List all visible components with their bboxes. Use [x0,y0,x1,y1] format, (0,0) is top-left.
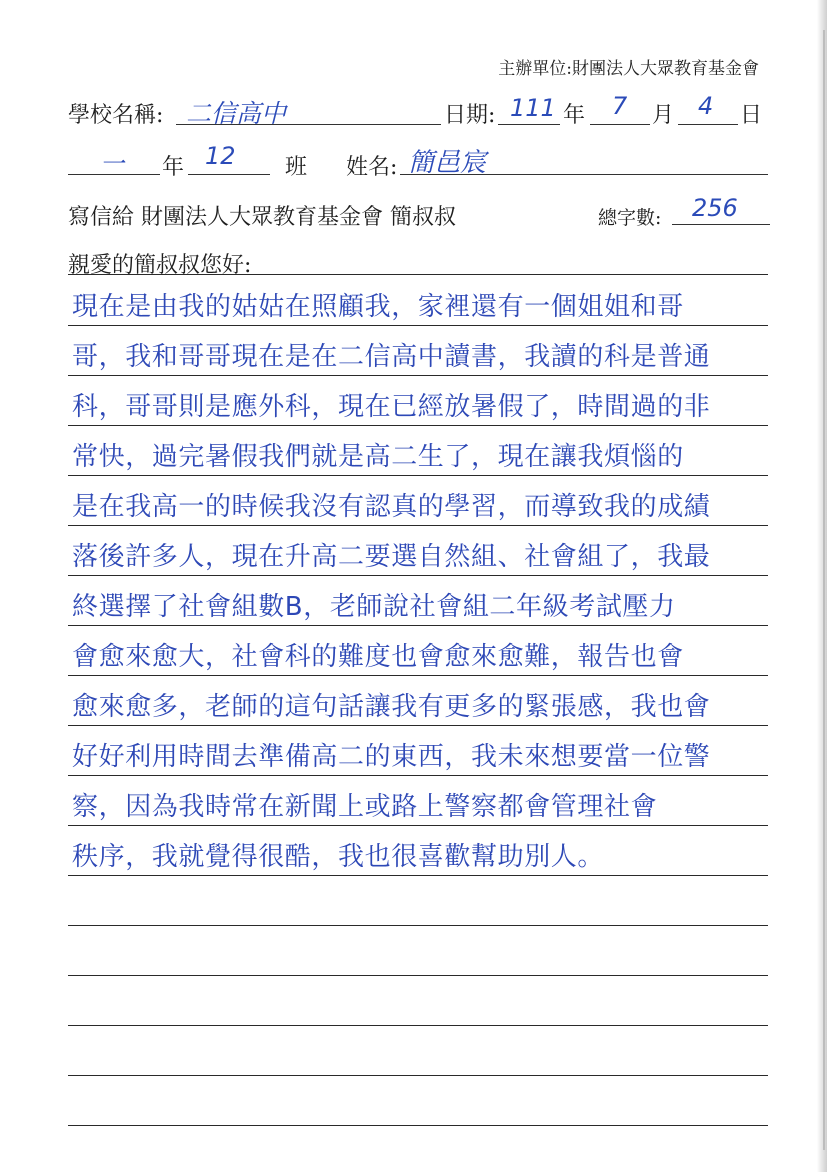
day-underline [678,124,738,125]
year-underline [498,124,560,125]
school-value: 二信高中 [186,99,287,128]
year-value: 111 [510,94,556,122]
wordcount-value: 256 [692,194,738,222]
letter-line: 會愈來愈大，社會科的難度也會愈來愈難，報告也會 [72,642,684,672]
ruled-line [68,1125,768,1126]
recipient-line: 寫信給 財團法人大眾教育基金會 簡叔叔 [68,205,456,230]
year-unit: 年 [563,103,586,128]
date-label: 日期: [444,103,496,128]
class-underline [188,174,270,175]
grade-value: 一 [100,150,124,178]
sponsor-label: 主辦單位:財團法人大眾教育基金會 [498,59,759,79]
scan-edge [817,0,827,1172]
letter-line: 察，因為我時常在新聞上或路上警察都會管理社會 [72,792,658,822]
wordcount-underline [672,224,770,225]
school-label: 學校名稱: [68,103,164,128]
class-unit: 班 [285,155,308,180]
day-unit: 日 [740,103,763,128]
ruled-line [68,925,768,926]
day-value: 4 [698,92,714,120]
letter-line: 是在我高一的時候我沒有認真的學習，而導致我的成績 [72,492,711,522]
letter-line: 好好利用時間去準備高二的東西，我未來想要當一位警 [72,742,711,772]
ruled-line [68,975,768,976]
letter-line: 哥，我和哥哥現在是在二信高中讀書，我讀的科是普通 [72,342,711,372]
ruled-line [68,1075,768,1076]
letter-line: 落後許多人，現在升高二要選自然組、社會組了，我最 [72,542,711,572]
name-label: 姓名: [346,155,398,180]
letter-line: 愈來愈多，老師的這句話讓我有更多的緊張感，我也會 [72,692,711,722]
ruled-line [68,1025,768,1026]
letter-line: 終選擇了社會組數B，老師說社會組二年級考試壓力 [72,592,676,622]
month-underline [590,124,650,125]
class-value: 12 [205,142,236,170]
letter-line: 現在是由我的姑姑在照顧我，家裡還有一個姐姐和哥 [72,292,684,322]
month-unit: 月 [652,103,675,128]
greeting-underline [68,274,768,275]
letter-line: 科，哥哥則是應外科，現在已經放暑假了，時間過的非 [72,392,711,422]
name-value: 簡邑宸 [408,148,487,178]
month-value: 7 [612,92,628,120]
letter-line: 秩序，我就覺得很酷，我也很喜歡幫助別人。 [72,842,605,872]
wordcount-label: 總字數: [598,207,662,229]
greeting: 親愛的簡叔叔您好: [68,253,252,278]
grade-unit: 年 [162,155,185,180]
letter-line: 常快，過完暑假我們就是高二生了，現在讓我煩惱的 [72,442,684,472]
